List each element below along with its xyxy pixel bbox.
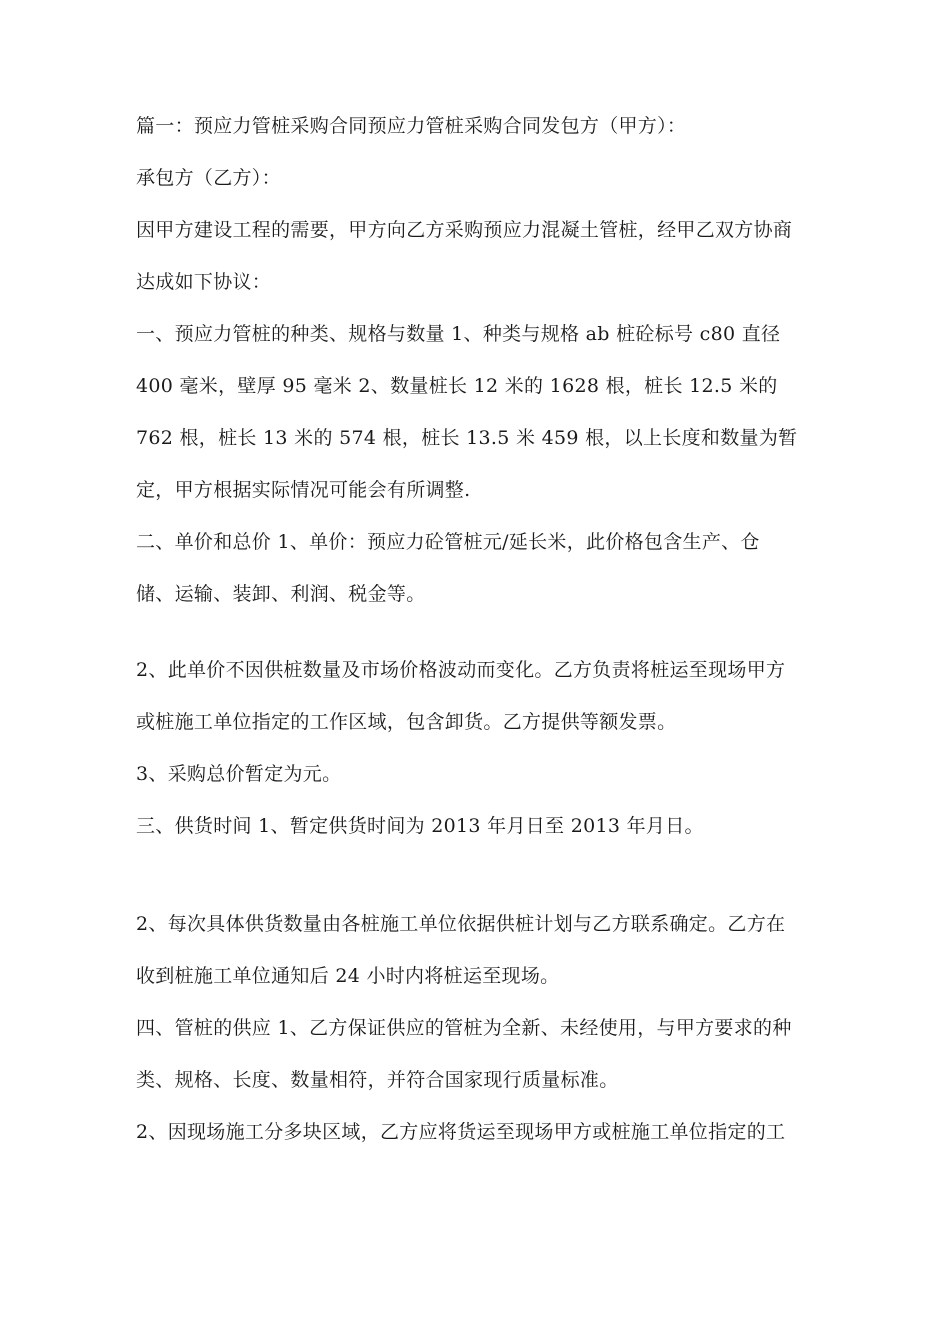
text-line-section-2-item-2-cont: 或桩施工单位指定的工作区域，包含卸货。乙方提供等额发票。 (136, 711, 677, 733)
text-line-intro: 因甲方建设工程的需要，甲方向乙方采购预应力混凝土管桩，经甲乙双方协商 (136, 219, 793, 241)
text-line-section-1-cont: 定，甲方根据实际情况可能会有所调整. (136, 479, 471, 501)
text-line-section-4-item-2: 2、因现场施工分多块区域，乙方应将货运至现场甲方或桩施工单位指定的工 (136, 1121, 786, 1143)
text-line-section-1-cont: 400 毫米，壁厚 95 毫米 2、数量桩长 12 米的 1628 根，桩长 12.5 米的 (136, 375, 778, 397)
text-line-section-2-cont: 储、运输、装卸、利润、税金等。 (136, 583, 426, 605)
text-line-section-1-cont: 762 根，桩长 13 米的 574 根，桩长 13.5 米 459 根，以上长度和数量为暂 (136, 427, 798, 449)
text-line-section-2-item-3: 3、采购总价暂定为元。 (136, 763, 342, 785)
text-line-section-3: 三、供货时间 1、暂定供货时间为 2013 年月日至 2013 年月日。 (136, 815, 704, 837)
text-line-party-b: 承包方（乙方）： (136, 167, 281, 189)
text-line-section-3-item-2-cont: 收到桩施工单位通知后 24 小时内将桩运至现场。 (136, 965, 560, 987)
text-line-section-4-cont: 类、规格、长度、数量相符，并符合国家现行质量标准。 (136, 1069, 619, 1091)
text-line-title: 篇一：预应力管桩采购合同预应力管桩采购合同发包方（甲方）： (136, 115, 687, 137)
text-line-section-4: 四、管桩的供应 1、乙方保证供应的管桩为全新、未经使用，与甲方要求的种 (136, 1017, 792, 1039)
text-line-section-2: 二、单价和总价 1、单价：预应力砼管桩元/延长米，此价格包含生产、仓 (136, 531, 760, 553)
text-line-section-1: 一、预应力管桩的种类、规格与数量 1、种类与规格 ab 桩砼标号 c80 直径 (136, 323, 781, 345)
text-line-section-3-item-2: 2、每次具体供货数量由各桩施工单位依据供桩计划与乙方联系确定。乙方在 (136, 913, 786, 935)
text-line-intro-cont: 达成如下协议： (136, 271, 272, 293)
text-line-section-2-item-2: 2、此单价不因供桩数量及市场价格波动而变化。乙方负责将桩运至现场甲方 (136, 659, 786, 681)
